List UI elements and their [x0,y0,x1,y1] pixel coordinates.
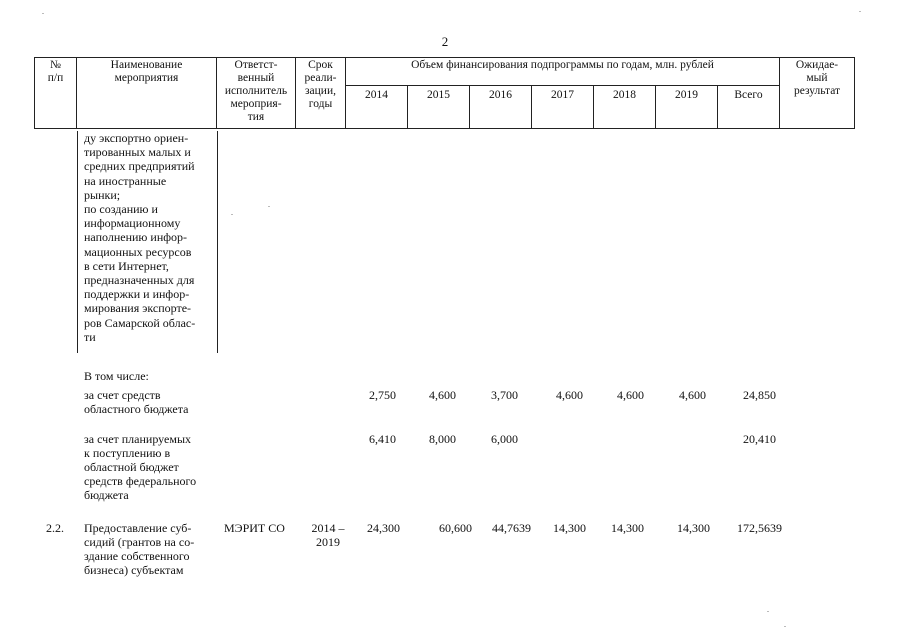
scan-speck [784,626,786,627]
row-2-2-name: Предоставление суб- сидий (грантов на со- здание собственного бизнеса) субъектам [84,521,195,577]
row-2-2-2017: 14,300 [553,521,586,535]
including-label: В том числе: [84,369,149,383]
header-year-2015: 2015 [408,86,470,129]
column-divider-right [217,131,218,353]
scan-speck [767,611,769,612]
row-2-2-2019: 14,300 [677,521,710,535]
header-year-2018: 2018 [594,86,656,129]
regional-2018: 4,600 [617,388,644,402]
federal-2014: 6,410 [369,432,396,446]
row-2-2-2014: 24,300 [367,521,400,535]
row-2-2-total: 172,5639 [737,521,782,535]
scan-speck [42,13,44,14]
row-2-2-2016: 44,7639 [492,521,531,535]
page-number: 2 [441,34,449,49]
header-name: Наименование мероприятия [77,58,217,129]
federal-2015: 8,000 [429,432,456,446]
continuation-description: ду экспортно ориен- тированных малых и средних предприятий на иностранные рынки; по созданию и информационному наполнению инфор- мационных ресурсов в сети Интернет, предназначенных для поддержки и инфор- мирования экспорте- ров Самарской облас- ти [84,131,196,344]
header-year-2019: 2019 [656,86,718,129]
federal-total: 20,410 [743,432,776,446]
header-responsible: Ответст- венный исполнитель мероприя- тия [217,58,296,129]
header-number: № п/п [35,58,77,129]
regional-budget-label: за счет средств областного бюджета [84,388,189,416]
header-year-2016: 2016 [470,86,532,129]
regional-2015: 4,600 [429,388,456,402]
scan-speck [859,11,861,12]
column-divider-left [77,131,78,353]
row-2-2-responsible: МЭРИТ СО [224,521,285,535]
regional-2016: 3,700 [491,388,518,402]
regional-2017: 4,600 [556,388,583,402]
regional-total: 24,850 [743,388,776,402]
row-2-2-2015: 60,600 [439,521,472,535]
header-term: Срок реали- зации, годы [296,58,346,129]
federal-budget-label: за счет планируемых к поступлению в областной бюджет средств федерального бюджета [84,432,197,502]
header-result: Ожидае- мый результат [780,58,855,129]
header-year-2017: 2017 [532,86,594,129]
header-year-2014: 2014 [346,86,408,129]
header-total: Всего [718,86,780,129]
header-funding: Объем финансирования подпрограммы по годам, млн. рублей [346,58,780,86]
scan-speck [268,206,270,207]
federal-2016: 6,000 [491,432,518,446]
scan-speck [231,214,233,215]
row-2-2-2018: 14,300 [611,521,644,535]
regional-2019: 4,600 [679,388,706,402]
row-2-2-number: 2.2. [46,521,64,535]
row-2-2-term: 2014 – 2019 [311,521,345,549]
table-header [34,57,855,129]
regional-2014: 2,750 [369,388,396,402]
